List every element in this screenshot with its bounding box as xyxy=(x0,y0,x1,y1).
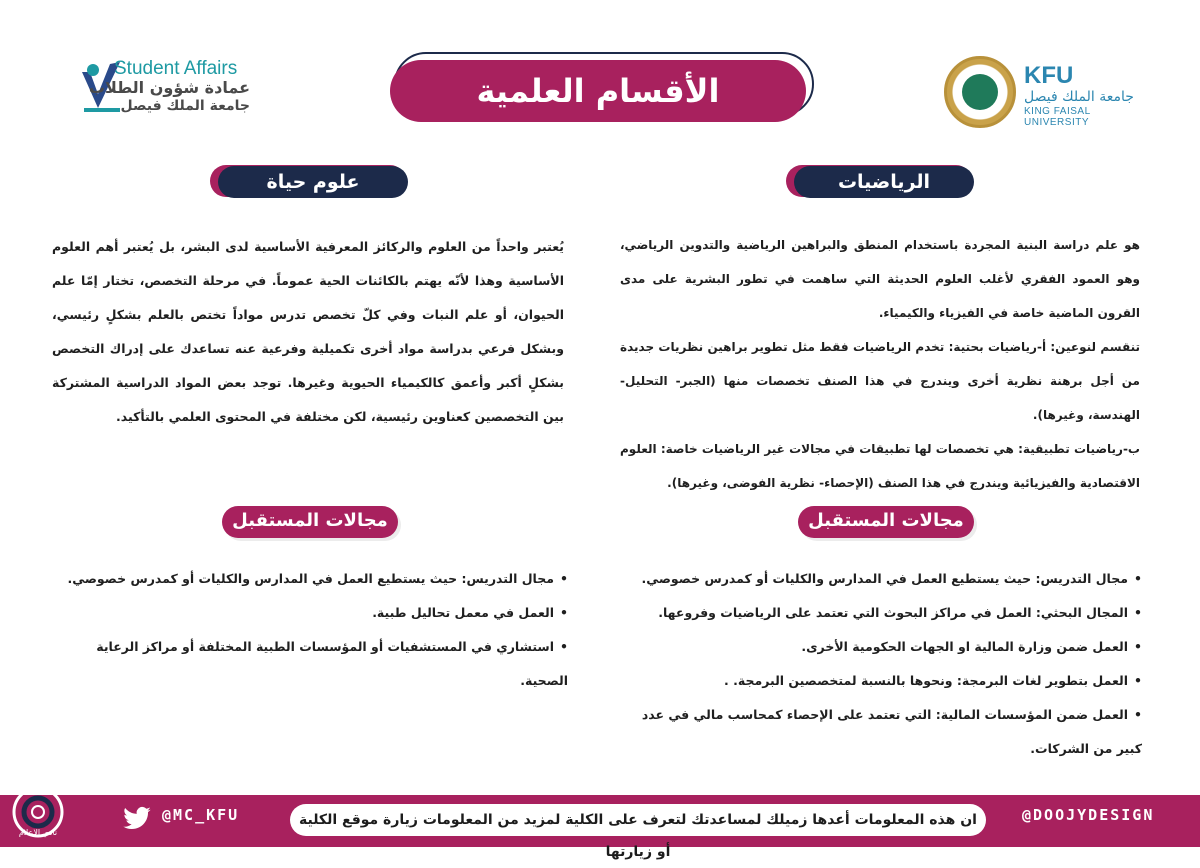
list-item: • مجال التدريس: حيث يستطيع العمل في المدارس والكليات أو كمدرس خصوصي. xyxy=(60,562,568,596)
student-affairs-name-ar: عمادة شؤون الطلاب xyxy=(88,78,250,97)
bio-future-heading: مجالات المستقبل xyxy=(222,506,398,538)
student-affairs-name-en: Student Affairs xyxy=(114,58,238,79)
math-heading: الرياضيات xyxy=(794,166,974,198)
kfu-logo xyxy=(944,56,1144,128)
bio-heading: علوم حياة xyxy=(218,166,408,198)
math-paragraph: تنقسم لنوعين: أ-رياضيات بحتية: تخدم الرياضيات فقط مثل تطوير براهين نظريات جديدة من أجل برهنة نظرية أخرى ويندرج في هذا الصنف تخصصات منها (الجبر- التحليل-الهندسة، وغيرها). xyxy=(620,340,1140,422)
math-paragraph: ب-رياضيات تطبيقية: هي تخصصات لها تطبيقات في مجالات غير الرياضيات خاصة: العلوم الاقتصادية والفيزيائية ويندرج في هذا الصنف (الإحصاء- نظرية الفوضى، وغيرها). xyxy=(620,442,1140,490)
kfu-name-ar: جامعة الملك فيصل xyxy=(1024,89,1134,105)
footer-message: ان هذه المعلومات أعدها زميلك لمساعدتك لتعرف على الكلية لمزيد من المعلومات زيارة موقع الكلية أو زيارتها xyxy=(290,804,986,836)
kfu-seal-icon xyxy=(944,56,1016,128)
university-name-ar: جامعة الملك فيصل xyxy=(120,98,250,114)
math-future-list xyxy=(620,562,1142,766)
page-title: الأقسام العلمية xyxy=(390,60,806,122)
list-item: • مجال التدريس: حيث يستطيع العمل في المدارس والكليات أو كمدرس خصوصي. xyxy=(620,562,1142,596)
math-paragraph: هو علم دراسة البنية المجردة باستخدام المنطق والبراهين الرياضية والتدوين الرياضي، وهو العمود الفقري لأغلب العلوم الحديثة التي ساهمت في تطور البشرية على مدى القرون الماضية خاصة في الفيزياء والكيمياء. xyxy=(620,238,1140,320)
media-club-name: نادي الإعلام xyxy=(18,828,58,837)
twitter-handle-link[interactable]: @MC_KFU xyxy=(162,806,240,824)
list-item: • العمل في معمل تحاليل طبية. xyxy=(60,596,568,630)
math-description xyxy=(620,228,1140,500)
bio-future-list xyxy=(60,562,568,698)
kfu-abbreviation: KFU xyxy=(1024,62,1074,89)
kfu-name-en: KING FAISAL UNIVERSITY xyxy=(1024,106,1091,128)
bio-paragraph: يُعتبر واحداً من العلوم والركائز المعرفية الأساسية لدى البشر، بل يُعتبر أهم العلوم الأساسية وهذا لأنّه يهتم بالكائنات الحية عموماً. في مرحلة التخصص، تختار إمّا علم الحيوان، أو علم النبات وفي كلّ تخصص تدرس مواداً تختص بالعلم بشكلٍ رئيسي، وبشكل فرعي بدراسة مواد أخرى تكميلية وفرعية عنه تساعدك على إدراك التخصص بشكلٍ أكبر وأعمق كالكيمياء الحيوية وغيرها. توجد بعض المواد الدراسية المشتركة بين التخصصين كعناوين رئيسية، لكن مختلفة في المحتوى العلمي بالتأكيد. xyxy=(52,239,564,424)
bio-description xyxy=(52,230,564,434)
twitter-bird-icon[interactable] xyxy=(122,806,152,832)
list-item: • العمل ضمن وزارة المالية او الجهات الحكومية الأخرى. xyxy=(620,630,1142,664)
list-item: • العمل ضمن المؤسسات المالية: التي تعتمد على الإحصاء كمحاسب مالي في عدد كبير من الشركات. xyxy=(620,698,1142,766)
list-item: • العمل بتطوير لغات البرمجة: ونحوها بالنسبة لمتخصصين البرمجة. . xyxy=(620,664,1142,698)
list-item: • المجال البحثي: العمل في مراكز البحوث التي تعتمد على الرياضيات وفروعها. xyxy=(620,596,1142,630)
math-future-heading: مجالات المستقبل xyxy=(798,506,974,538)
designer-handle-link[interactable]: @DOOJYDESIGN xyxy=(1022,806,1155,824)
list-item: • استشاري في المستشفيات أو المؤسسات الطبية المختلفة أو مراكز الرعاية الصحية. xyxy=(60,630,568,698)
student-affairs-logo xyxy=(80,58,250,118)
